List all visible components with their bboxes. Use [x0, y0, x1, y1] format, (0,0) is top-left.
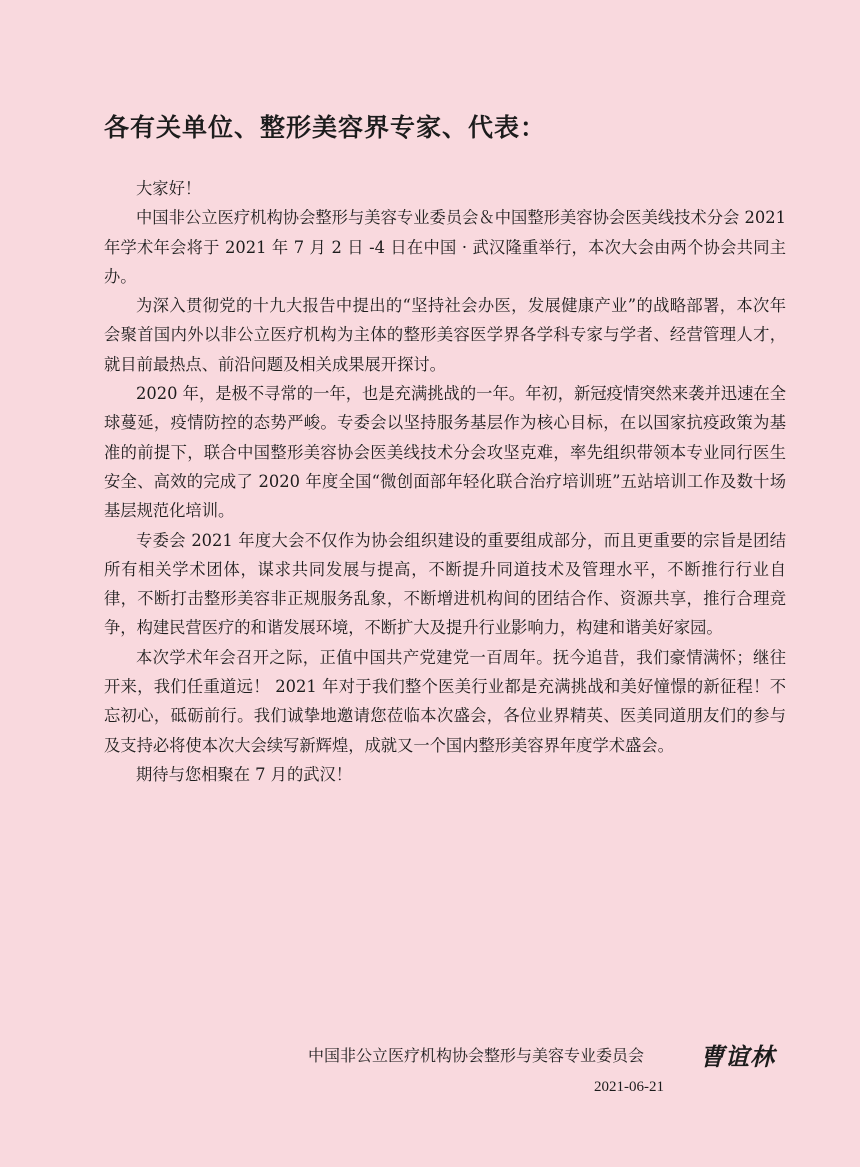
paragraph-event: 中国非公立医疗机构协会整形与美容专业委员会＆中国整形美容协会医美线技术分会 2021 年学术年会将于 2021 年 7 月 2 日 -4 日在中国 · 武汉隆重举行，本次大会由两个协会共同主办。 — [104, 208, 786, 286]
signoff-organization: 中国非公立医疗机构协会整形与美容专业委员会 — [308, 1046, 645, 1065]
paragraph-invitation: 本次学术年会召开之际，正值中国共产党建党一百周年。抚今追昔，我们豪情满怀；继往开来，我们任重道远！ 2021 年对于我们整个医美行业都是充满挑战和美好憧憬的新征程！不忘初心，砥砺前行。我们诚挚地邀请您莅临本次盛会，各位业界精英、医美同道朋友们的参与及支持必将使本次大会续写新辉煌，成就又一个国内整形美容界年度学术盛会。 — [104, 647, 786, 755]
paragraph-goals: 专委会 2021 年度大会不仅作为协会组织建设的重要组成部分，而且更重要的宗旨是团结所有相关学术团体，谋求共同发展与提高，不断提升同道技术及管理水平，不断推行行业自律，不断打击整形美容非正规服务乱象，不断增进机构间的团结合作、资源共享，推行合理竞争，构建民营医疗的和谐发展环境，不断扩大及提升行业影响力，构建和谐美好家园。 — [104, 530, 786, 638]
signoff-date: 2021-06-21 — [594, 1079, 664, 1095]
letter-body — [104, 174, 786, 789]
paragraph-purpose: 为深入贯彻党的十九大报告中提出的“坚持社会办医，发展健康产业”的战略部署，本次年会聚首国内外以非公立医疗机构为主体的整形美容医学界各学科专家与学者、经营管理人才，就目前最热点、前沿问题及相关成果展开探讨。 — [104, 296, 786, 374]
handwritten-signature: 曹谊林 — [700, 1042, 775, 1071]
paragraph-closing: 期待与您相聚在 7 月的武汉！ — [136, 764, 353, 784]
letter-salutation: 各有关单位、整形美容界专家、代表： — [104, 113, 547, 142]
paragraph-2020-review: 2020 年，是极不寻常的一年，也是充满挑战的一年。年初，新冠疫情突然来袭并迅速在全球蔓延，疫情防控的态势严峻。专委会以坚持服务基层作为核心目标，在以国家抗疫政策为基准的前提下，联合中国整形美容协会医美线技术分会攻坚克难，率先组织带领本专业同行医生安全、高效的完成了 2020 年度全国“微创面部年轻化联合治疗培训班”五站培训工作及数十场基层规范化培训。 — [104, 384, 786, 521]
paragraph-greeting: 大家好！ — [136, 179, 202, 198]
